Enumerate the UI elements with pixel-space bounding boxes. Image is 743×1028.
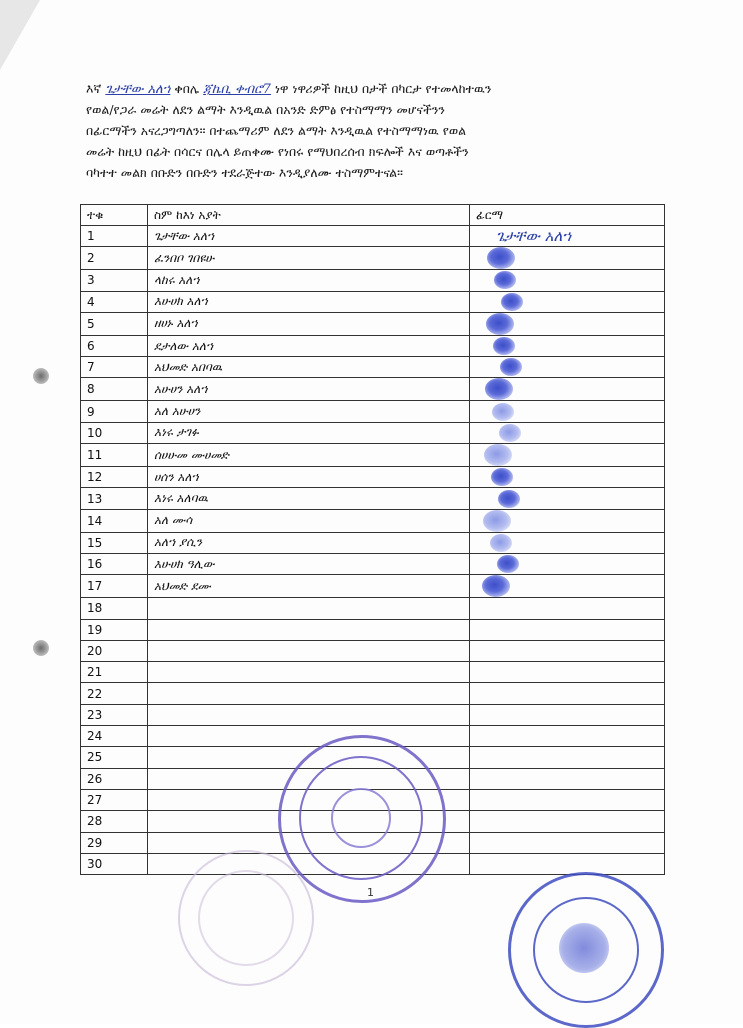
thumbprint-mark [484, 444, 512, 466]
table-row [81, 291, 665, 312]
row-number: 14 [81, 509, 148, 532]
punch-hole-bottom [33, 640, 49, 656]
thumbprint-mark [490, 534, 512, 552]
signature-cell [470, 832, 665, 853]
row-number: 1 [81, 226, 148, 247]
table-row [81, 422, 665, 443]
row-number: 21 [81, 662, 148, 683]
table-row [81, 598, 665, 619]
thumbprint-mark [483, 510, 511, 532]
table-row [81, 270, 665, 291]
row-number: 22 [81, 683, 148, 704]
table-row [81, 640, 665, 661]
table-row [81, 444, 665, 467]
participant-name: ጌታቸው አለኀ [148, 226, 470, 247]
signature-cell [470, 357, 665, 378]
participant-name: አሁሀን አለኀ [148, 378, 470, 401]
thumbprint-mark [487, 247, 515, 269]
participant-name: እነሩ አለባዉ [148, 488, 470, 509]
intro-prefix: እኛ [86, 81, 102, 96]
intro-line1-rest: ነዋ ነዋሪዎች ከዚህ በታች በካርታ የተመላከተዉን [274, 81, 492, 96]
row-number: 29 [81, 832, 148, 853]
thumbprint-mark [497, 555, 519, 573]
participant-name: አህመድ አበባዉ [148, 357, 470, 378]
table-row [81, 704, 665, 725]
participant-name [148, 619, 470, 640]
participant-name: አለ ሙሳ [148, 509, 470, 532]
signature-cell [470, 853, 665, 874]
signature-cell [470, 747, 665, 768]
row-number: 15 [81, 532, 148, 553]
table-row [81, 247, 665, 270]
thumbprint-mark [501, 293, 523, 311]
signature-cell [470, 726, 665, 747]
row-number: 16 [81, 553, 148, 574]
thumbprint-mark [491, 468, 513, 486]
signature-cell [470, 444, 665, 467]
page-number: 1 [367, 886, 374, 899]
row-number: 19 [81, 619, 148, 640]
table-row [81, 226, 665, 247]
signature-cell [470, 768, 665, 789]
signature-cell [470, 270, 665, 291]
official-seal-blue [508, 872, 664, 1028]
agreement-paragraph [86, 78, 686, 183]
table-row [81, 312, 665, 335]
signature-cell [470, 422, 665, 443]
table-row [81, 378, 665, 401]
agreement-line-5: ባካተተ መልክ በቡድን በቡድን ተደራጅተው እንዲያለሙ ተስማምተናል። [86, 165, 403, 180]
row-number: 20 [81, 640, 148, 661]
row-number: 5 [81, 312, 148, 335]
thumbprint-mark [492, 403, 514, 421]
table-row [81, 662, 665, 683]
signature-cell [470, 789, 665, 810]
participant-name [148, 662, 470, 683]
faded-official-seal [178, 850, 314, 986]
signature-cell [470, 488, 665, 509]
signature-cell [470, 704, 665, 725]
signature-cell [470, 312, 665, 335]
row-number: 2 [81, 247, 148, 270]
signature-cell [470, 553, 665, 574]
signature-cell [470, 335, 665, 356]
table-row [81, 553, 665, 574]
header-number: ተቁ [81, 205, 148, 226]
table-header-row [81, 205, 665, 226]
signature-cell [470, 532, 665, 553]
participant-name [148, 726, 470, 747]
signature-cell [470, 640, 665, 661]
signature-cell [470, 619, 665, 640]
table-row [81, 488, 665, 509]
row-number: 3 [81, 270, 148, 291]
participant-name: ሀሰን አለኀ [148, 467, 470, 488]
row-number: 27 [81, 789, 148, 810]
signature-cell [470, 683, 665, 704]
thumbprint-mark [499, 424, 521, 442]
participant-name: ሰሀሁመ ሙሀመድ [148, 444, 470, 467]
row-number: 23 [81, 704, 148, 725]
table-row [81, 467, 665, 488]
table-row [81, 619, 665, 640]
row-number: 4 [81, 291, 148, 312]
row-number: 9 [81, 401, 148, 422]
participant-name: ደታለው አለኀ [148, 335, 470, 356]
row-number: 25 [81, 747, 148, 768]
row-number: 28 [81, 811, 148, 832]
handwritten-signature: ጌታቸው አለኀ [496, 227, 572, 246]
signature-cell [470, 509, 665, 532]
thumbprint-mark [500, 358, 522, 376]
signature-cell [470, 467, 665, 488]
row-number: 24 [81, 726, 148, 747]
participant-name: አለኀ ያሲን [148, 532, 470, 553]
participant-name: ላከሩ አለኀ [148, 270, 470, 291]
row-number: 8 [81, 378, 148, 401]
agreement-line-3: በፊርማችን አናረጋግጣለን። በተጨማሪም ለደን ልማት እንዲዉል የተስማማነዉ የወል [86, 123, 467, 138]
table-row [81, 683, 665, 704]
header-signature: ፊርማ [470, 205, 665, 226]
table-row [81, 335, 665, 356]
table-row [81, 401, 665, 422]
signature-cell [470, 662, 665, 683]
row-number: 30 [81, 853, 148, 874]
row-number: 6 [81, 335, 148, 356]
agreement-line-1 [86, 78, 686, 99]
intro-kebele-label: ቀበሌ [174, 81, 200, 96]
signature-cell [470, 811, 665, 832]
row-number: 12 [81, 467, 148, 488]
participant-name [148, 683, 470, 704]
handwritten-representative-name: ጌታቸው አለኀ [105, 82, 171, 97]
row-number: 26 [81, 768, 148, 789]
participant-name: እሁሀክ አለኀ [148, 291, 470, 312]
row-number: 17 [81, 575, 148, 598]
signature-cell [470, 598, 665, 619]
participant-name: አህመድ ደሙ [148, 575, 470, 598]
row-number: 7 [81, 357, 148, 378]
table-row [81, 575, 665, 598]
row-number: 11 [81, 444, 148, 467]
table-row [81, 509, 665, 532]
participant-name: አለ አሁሀን [148, 401, 470, 422]
thumbprint-mark [485, 378, 513, 400]
row-number: 18 [81, 598, 148, 619]
thumbprint-mark [498, 490, 520, 508]
participant-name [148, 704, 470, 725]
participant-name [148, 598, 470, 619]
row-number: 13 [81, 488, 148, 509]
table-row [81, 357, 665, 378]
participant-name: ዘሀኑ አለኀ [148, 312, 470, 335]
thumbprint-mark [494, 271, 516, 289]
header-full-name: ስም ከእነ አያት [148, 205, 470, 226]
signature-cell [470, 401, 665, 422]
signature-cell [470, 378, 665, 401]
participant-name: ፈንበቦ ገበዩሁ [148, 247, 470, 270]
folded-corner [0, 0, 40, 70]
handwritten-kebele-name: ጃኬቢ ቀብሮ7 [203, 82, 271, 97]
official-seal-purple [278, 735, 446, 903]
thumbprint-mark [493, 337, 515, 355]
participant-name: እሁሀክ ዓሊው [148, 553, 470, 574]
agreement-line-4: መሬት ከዚህ በፊት በሳርና በሌላ ይጠቀሙ የነበሩ የማህበረሰብ ክፍሎች እና ወጣቶችን [86, 144, 469, 159]
signature-cell [470, 575, 665, 598]
thumbprint-mark [482, 575, 510, 597]
thumbprint-mark [486, 313, 514, 335]
signature-cell [470, 226, 665, 247]
agreement-line-2: የወል/የጋራ መሬት ለደን ልማት እንዲዉል በአንድ ድምፅ የተስማማን መሆናችንን [86, 102, 445, 117]
participant-name: እነሩ ታገፉ [148, 422, 470, 443]
participant-name [148, 640, 470, 661]
signature-cell [470, 247, 665, 270]
row-number: 10 [81, 422, 148, 443]
table-row [81, 532, 665, 553]
punch-hole-top [33, 368, 49, 384]
signature-cell [470, 291, 665, 312]
